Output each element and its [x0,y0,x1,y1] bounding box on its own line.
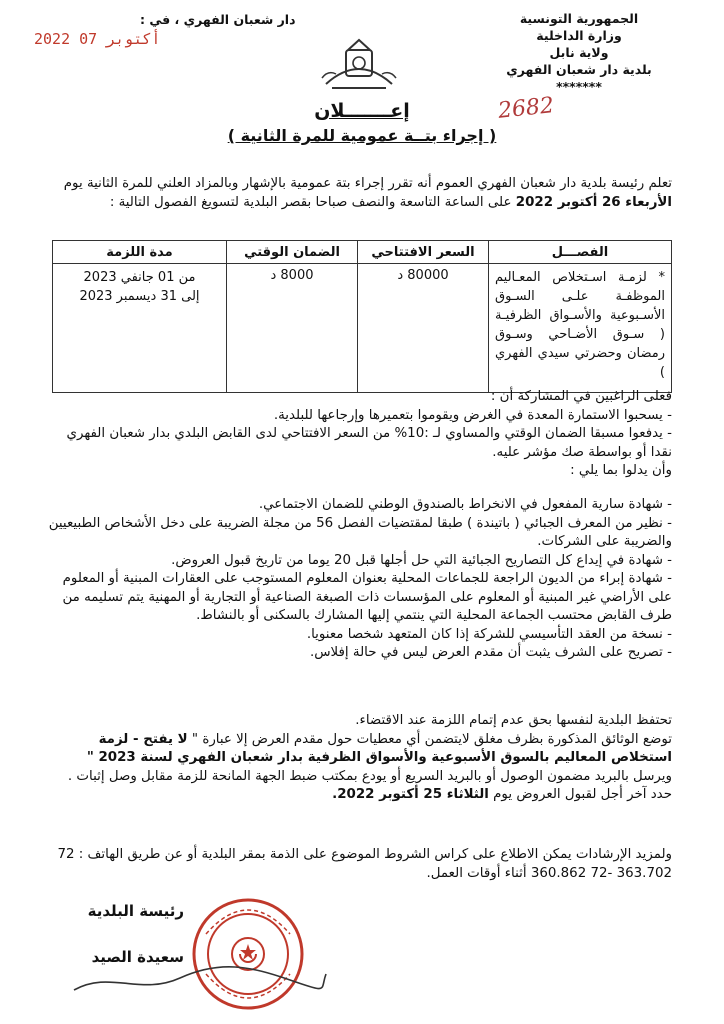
duration-to: إلى 31 ديسمبر 2023 [79,289,200,304]
lot-description: * لزمـة اسـتخلاص المعـاليم الموظفـة علـى السـوق الأسـبوعية والأسـواق الظرفيـة ( سـوق الأضـاحي وسـوق رمضان وحضرتي سيدي الفهري ) [489,264,672,393]
document-item: - تصريح على الشرف يثبت أن مقدم العرض ليس في حالة إفلاس. [309,645,672,660]
contact-note: ولمزيد الإرشادات يمكن الاطلاع على كراس الشروط الموضوع على الذمة بمقر البلدية أو عن طريق الهاتف : 72 363.702 -72 360.862 أثناء أوقات العمل. [57,847,672,881]
deadline-date: الثلاثاء 25 أكتوبر 2022. [332,787,489,802]
reservation-note: تحتفظ البلدية لنفسها بحق عدم إتمام اللزمة عند الاقتضاء. [355,713,672,728]
header-lot: الفصـــل [489,241,672,264]
auction-date: الأربعاء 26 أكتوبر 2022 [515,195,672,210]
ministry-name: وزارة الداخلية [536,28,622,43]
header-block [474,10,684,95]
country-name: الجمهورية التونسية [519,11,639,26]
reference-number: 2682 [496,93,556,124]
remarks-block [44,712,672,805]
lots-table [52,240,672,393]
handwritten-signature-icon [70,960,330,1000]
documents-intro: وأن يدلوا بما يلي : [570,463,672,478]
duration-from: من 01 جانفي 2023 [83,270,196,285]
header-guarantee: الضمان الوقتي [227,241,358,264]
notice-subtitle: ( إجراء بتــة عمومية للمرة الثانية ) [227,126,497,145]
document-item: - شهادة سارية المفعول في الانخراط بالصندوق الوطني للضمان الاجتماعي. [258,497,672,512]
document-item: - نسخة من العقد التأسيسي للشركة إذا كان المتعهد شخصا معنويا. [306,626,672,642]
condition-item: - يسحبوا الاستمارة المعدة في الغرض ويقوموا بتعميرها وإرجاعها للبلدية. [273,407,672,423]
header-duration: مدة اللزمة [53,241,227,264]
table-header-row [53,241,672,264]
condition-item: - يدفعوا مسبقا الضمان الوقتي والمساوي لـ :10% من السعر الافتتاحي لدى القابض البلدي بدار شعبان الفهري نقدا أو بواسطة صك مؤشر عليه. [66,426,672,460]
conditions-list [44,388,672,481]
intro-paragraph: تعلم رئيسة بلدية دار شعبان الفهري العموم أنه تقرر إجراء بتة عمومية بالإشهار وبالمزاد العلني للمرة الثانية يوم الأربعاء 26 أكتوبر 2022 على الساعة التاسعة والنصف صباحا بقصر البلدية لتسويغ الفصول التالية : [63,176,672,210]
envelope-label: لا يفتح - لزمة استخلاص المعاليم بالسوق الأسبوعية والأسواق الظرفية بدار شعبان الفهري لسنة 2023 " [86,731,672,765]
document-item: - نظير من المعرف الجبائي ( باتيندة ) طبقا لمقتضيات الفصل 56 من مجلة الضريبة على دخل الأشخاص الطبيعيين والضريبة على الشركات. [48,515,672,549]
opening-price: 80000 د [358,264,489,393]
table-row [53,264,672,393]
date-stamp: 2022 أكتوبر 07 [34,30,161,48]
governorate-name: ولاية نابل [549,45,609,60]
municipality-emblem-icon [318,34,400,94]
submission-note: توضع الوثائق المذكورة بظرف مغلق لايتضمن أي معطيات حول مقدم العرض إلا عبارة " لا يفتح - لزمة استخلاص المعاليم بالسوق الأسبوعية والأسواق الظرفية بدار شعبان الفهري لسنة 2023 " ويرسل بالبريد مضمون الوصول أو بالبريد السريع أو يودع بمكتب ضبط الجهة المانحة للزمة مقابل وصل إثبات . [67,731,672,784]
document-item: - شهادة إبراء من الديون الراجعة للجماعات المحلية بعنوان المعلوم المستوجب على العقارات المبنية أو المعلوم على الأراضي غير المبنية أو المعلوم على المؤسسات ذات الصبغة الصناعية أو التجارية أو المهنية يتم تسليمه من طرف القابض محتسب الجماعة المحلية التي ينتمي إليها المشارك بالسكنى أو بالنشاط. [62,571,672,623]
municipality-name: بلدية دار شعبان الفهري [506,62,652,77]
document-item: - شهادة في إيداع كل التصاريح الجبائية التي حل أجلها قبل 20 يوما من تاريخ قبول العروض. [171,552,672,568]
documents-list [44,496,672,663]
stars-separator: ******* [556,79,602,94]
guarantee-amount: 8000 د [227,264,358,393]
header-price: السعر الافتتاحي [358,241,489,264]
place-date: دار شعبان الفهري ، في : [140,12,296,27]
signature-title: رئيسة البلدية [87,902,184,920]
notice-title: إعـــــــلان [314,100,410,122]
duration-cell [53,264,227,393]
signature-name: سعيدة الصيد [91,948,184,966]
conditions-intro: فعلى الراغبين في المشاركة أن : [490,389,672,404]
deadline-note: حدد آخر أجل لقبول العروض يوم الثلاثاء 25 أكتوبر 2022. [332,787,672,802]
